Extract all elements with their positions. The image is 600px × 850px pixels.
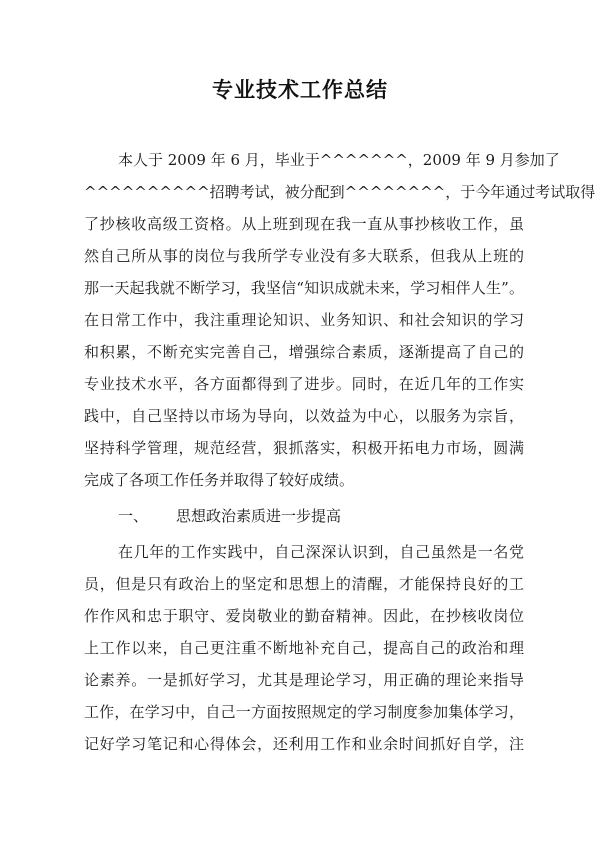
paragraph-line: 记好学习笔记和心得体会，还利用工作和业余时间抓好自学，注 xyxy=(84,735,524,753)
paragraph-line: 论素养。一是抓好学习，尤其是理论学习，用正确的理论来指导 xyxy=(84,671,524,689)
paragraph-line: 完成了各项工作任务并取得了较好成绩。 xyxy=(84,471,355,489)
paragraph-line: 员，但是只有政治上的坚定和思想上的清醒，才能保持良好的工 xyxy=(84,575,524,593)
paragraph-line: 践中，自己坚持以市场为导向，以效益为中心，以服务为宗旨， xyxy=(84,407,524,425)
paragraph-line: 本人于 2009 年 6 月，毕业于^^^^^^^，2009 年 9 月参加了 xyxy=(118,151,560,169)
paragraph-line: 和积累，不断充实完善自己，增强综合素质，逐渐提高了自己的 xyxy=(84,343,524,361)
paragraph-line: 工作，在学习中，自己一方面按照规定的学习制度参加集体学习， xyxy=(84,703,524,721)
paragraph-line: 然自己所从事的岗位与我所学专业没有多大联系，但我从上班的 xyxy=(84,247,524,265)
paragraph-line: 在几年的工作实践中，自己深深认识到，自己虽然是一名党 xyxy=(118,543,524,561)
document-title: 专业技术工作总结 xyxy=(212,78,388,102)
paragraph-line: 坚持科学管理，规范经营，狠抓落实，积极开拓电力市场，圆满 xyxy=(84,439,524,457)
paragraph-line: ^^^^^^^^^^招聘考试，被分配到^^^^^^^^，于今年通过考试取得 xyxy=(84,183,596,201)
paragraph-line: 在日常工作中，我注重理论知识、业务知识、和社会知识的学习 xyxy=(84,311,524,329)
paragraph-line: 那一天起我就不断学习，我坚信“知识成就未来，学习相伴人生”。 xyxy=(84,279,524,297)
paragraph-line: 了抄核收高级工资格。从上班到现在我一直从事抄核收工作，虽 xyxy=(84,215,524,233)
paragraph-line: 专业技术水平，各方面都得到了进步。同时，在近几年的工作实 xyxy=(84,375,524,393)
section-heading: 思想政治素质进一步提高 xyxy=(176,507,342,525)
paragraph-line: 上工作以来，自己更注重不断地补充自己，提高自己的政治和理 xyxy=(84,639,524,657)
section-number: 一、 xyxy=(118,507,149,525)
paragraph-line: 作作风和忠于职守、爱岗敬业的勤奋精神。因此，在抄核收岗位 xyxy=(84,607,524,625)
